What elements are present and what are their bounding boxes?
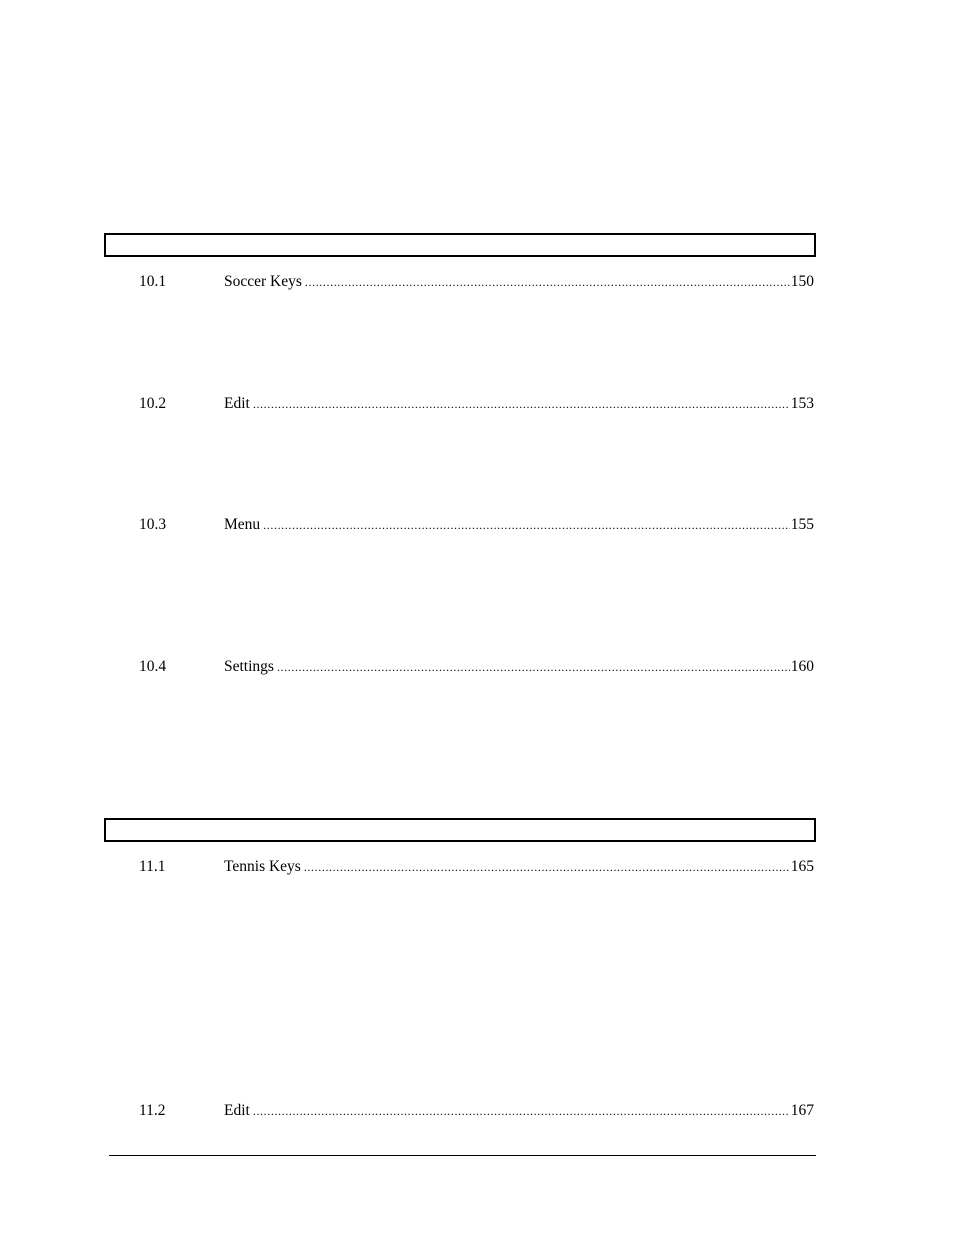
toc-entry-number: 10.4 (139, 658, 167, 675)
toc-entry-11-2[interactable] (139, 1101, 814, 1121)
toc-entry-number: 11.1 (139, 858, 166, 875)
toc-dot-leader (305, 272, 790, 292)
toc-entry-10-2[interactable] (139, 394, 814, 414)
toc-entry-title: Menu (224, 516, 261, 533)
toc-entry-10-4[interactable] (139, 657, 814, 677)
toc-entry-number: 11.2 (139, 1102, 166, 1119)
toc-dot-leader (263, 515, 790, 535)
toc-entry-10-1[interactable] (139, 272, 814, 292)
toc-dot-leader (253, 394, 790, 414)
toc-entry-page: 150 (790, 273, 814, 290)
toc-entry-page: 155 (790, 516, 814, 533)
toc-entry-page: 165 (790, 858, 814, 875)
toc-entry-11-1[interactable] (139, 857, 814, 877)
toc-entry-page: 153 (790, 395, 814, 412)
toc-dot-leader (304, 857, 790, 877)
toc-entry-title: Edit (224, 395, 250, 412)
toc-entry-title: Tennis Keys (224, 858, 301, 875)
toc-entry-number: 10.3 (139, 516, 167, 533)
toc-entry-title: Soccer Keys (224, 273, 302, 290)
footer-rule (109, 1155, 816, 1156)
toc-dot-leader (253, 1101, 790, 1121)
toc-entry-number: 10.2 (139, 395, 167, 412)
chapter-11-heading-box (104, 818, 816, 842)
toc-entry-page: 167 (790, 1102, 814, 1119)
toc-entry-10-3[interactable] (139, 515, 814, 535)
toc-entry-title: Settings (224, 658, 274, 675)
toc-entry-number: 10.1 (139, 273, 167, 290)
toc-dot-leader (277, 657, 790, 677)
toc-entry-title: Edit (224, 1102, 250, 1119)
chapter-10-heading-box (104, 233, 816, 257)
toc-entry-page: 160 (790, 658, 814, 675)
